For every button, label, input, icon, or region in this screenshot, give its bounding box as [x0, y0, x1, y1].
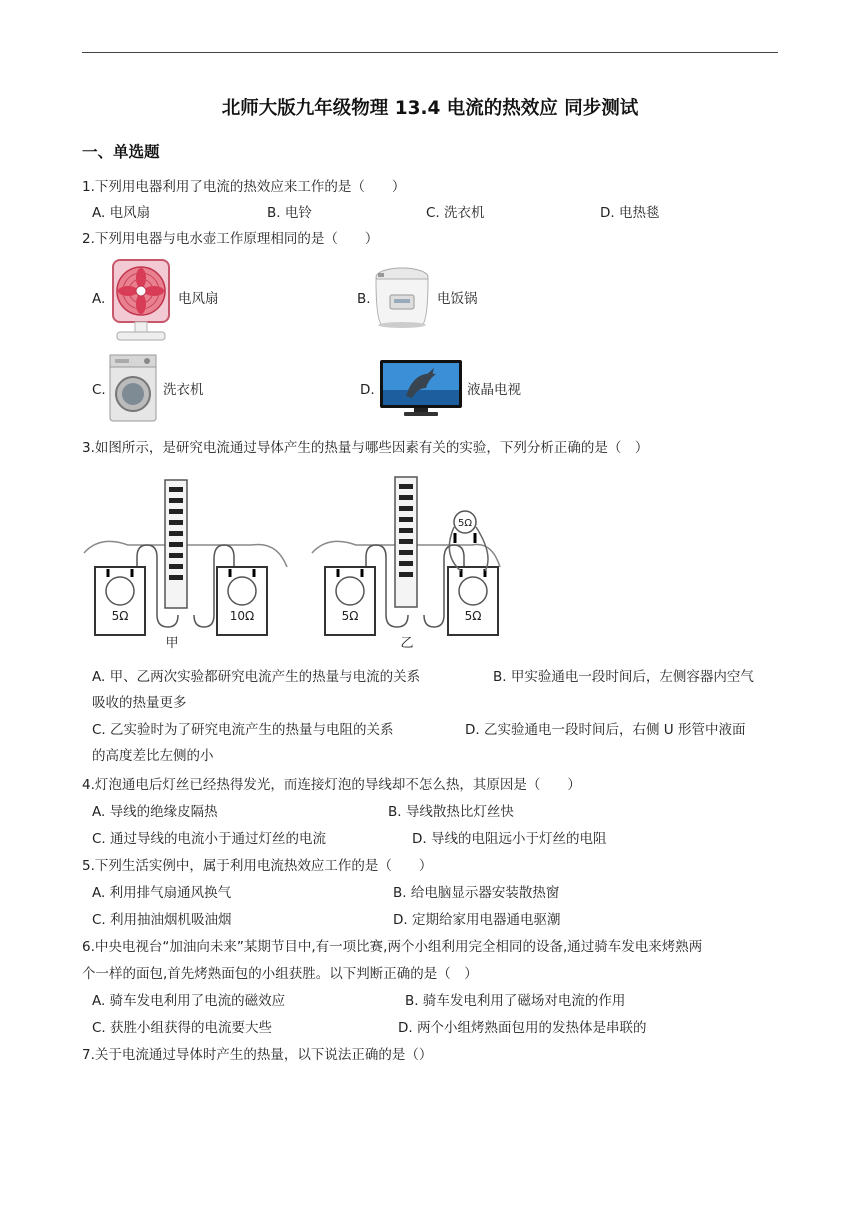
question-7-stem: 7.关于电流通过导体时产生的热量，以下说法正确的是（） — [82, 1047, 433, 1063]
q2-option-a-letter[interactable]: A. — [92, 291, 106, 307]
q3-option-b-line1[interactable]: B. 甲实验通电一段时间后，左侧容器内空气 — [493, 669, 754, 685]
q2-option-d-letter[interactable]: D. — [360, 382, 375, 398]
rice-cooker-image — [372, 265, 432, 331]
resistor-label-jia-left: 5Ω — [111, 609, 129, 623]
question-6-stem-line1: 6.中央电视台“加油向未来”某期节目中,有一项比赛,两个小组利用完全相同的设备,通过骑车发电来烤熟两 — [82, 939, 703, 955]
q2-option-c-letter[interactable]: C. — [92, 382, 106, 398]
q1-option-b[interactable]: B. 电铃 — [267, 205, 312, 221]
q4-option-b[interactable]: B. 导线散热比灯丝快 — [388, 804, 514, 820]
q2-option-b-text: 电饭锅 — [437, 291, 478, 307]
header-rule — [82, 52, 778, 53]
q2-option-c-text: 洗衣机 — [163, 382, 204, 398]
q5-option-a[interactable]: A. 利用排气扇通风换气 — [92, 885, 232, 901]
question-6-stem-line2: 个一样的面包,首先烤熟面包的小组获胜。以下判断正确的是（ ） — [82, 966, 478, 982]
q1-option-c[interactable]: C. 洗衣机 — [426, 205, 485, 221]
resistor-label-yi-right: 5Ω — [464, 609, 482, 623]
q3-option-b-line2: 吸收的热量更多 — [92, 695, 187, 711]
q6-option-a[interactable]: A. 骑车发电利用了电流的磁效应 — [92, 993, 286, 1009]
q6-option-d[interactable]: D. 两个小组烤熟面包用的发热体是串联的 — [398, 1020, 647, 1036]
section-heading: 一、单选题 — [82, 143, 160, 161]
resistor-label-yi-left: 5Ω — [341, 609, 359, 623]
experiment-diagram — [82, 475, 502, 655]
lcd-tv-image — [378, 358, 464, 418]
question-4-stem: 4.灯泡通电后灯丝已经热得发光，而连接灯泡的导线却不怎么热，其原因是（ ） — [82, 777, 581, 793]
q6-option-b[interactable]: B. 骑车发电利用了磁场对电流的作用 — [405, 993, 626, 1009]
q3-option-d-line2: 的高度差比左侧的小 — [92, 748, 214, 764]
q6-option-c[interactable]: C. 获胜小组获得的电流要大些 — [92, 1020, 273, 1036]
q5-option-d[interactable]: D. 定期给家用电器通电驱潮 — [393, 912, 561, 928]
q3-option-c[interactable]: C. 乙实验时为了研究电流产生的热量与电阻的关系 — [92, 722, 394, 738]
resistor-label-jia-right: 10Ω — [229, 609, 255, 623]
q2-option-a-text: 电风扇 — [178, 291, 219, 307]
q4-option-c[interactable]: C. 通过导线的电流小于通过灯丝的电流 — [92, 831, 327, 847]
question-1-stem: 1.下列用电器利用了电流的热效应来工作的是（ ） — [82, 179, 406, 195]
resistor-label-yi-top: 5Ω — [457, 518, 473, 529]
q3-option-a[interactable]: A. 甲、乙两次实验都研究电流产生的热量与电流的关系 — [92, 669, 421, 685]
q4-option-d[interactable]: D. 导线的电阻远小于灯丝的电阻 — [412, 831, 607, 847]
electric-fan-image — [107, 256, 175, 342]
q1-option-d[interactable]: D. 电热毯 — [600, 205, 660, 221]
washing-machine-image — [107, 352, 159, 424]
q3-option-d-line1[interactable]: D. 乙实验通电一段时间后，右侧 U 形管中液面 — [465, 722, 746, 738]
figure-label-jia: 甲 — [165, 636, 179, 651]
figure-label-yi: 乙 — [400, 636, 414, 651]
q4-option-a[interactable]: A. 导线的绝缘皮隔热 — [92, 804, 218, 820]
question-5-stem: 5.下列生活实例中，属于利用电流热效应工作的是（ ） — [82, 858, 433, 874]
q5-option-b[interactable]: B. 给电脑显示器安装散热窗 — [393, 885, 560, 901]
q2-option-d-text: 液晶电视 — [467, 382, 521, 398]
page-title: 北师大版九年级物理 13.4 电流的热效应 同步测试 — [221, 98, 639, 119]
question-3-stem: 3.如图所示，是研究电流通过导体产生的热量与哪些因素有关的实验，下列分析正确的是（ ） — [82, 440, 649, 456]
q1-option-a[interactable]: A. 电风扇 — [92, 205, 151, 221]
question-2-stem: 2.下列用电器与电水壶工作原理相同的是（ ） — [82, 231, 379, 247]
q2-option-b-letter[interactable]: B. — [357, 291, 371, 307]
q5-option-c[interactable]: C. 利用抽油烟机吸油烟 — [92, 912, 232, 928]
